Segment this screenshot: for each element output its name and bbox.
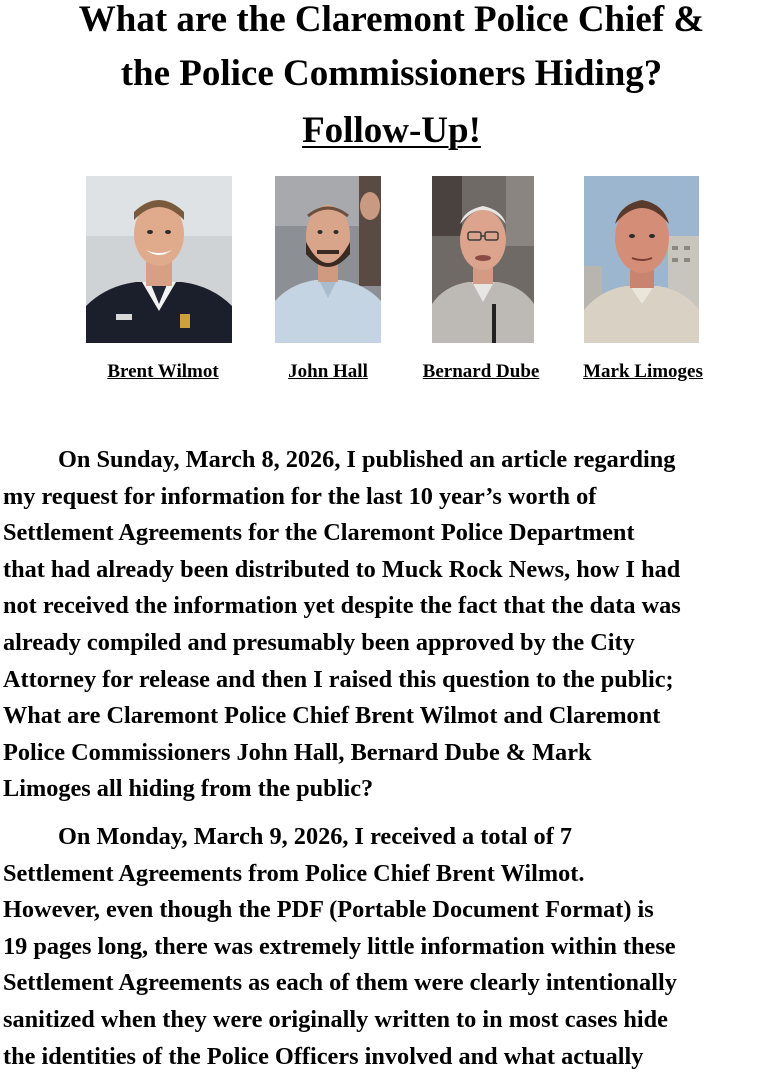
text-line: However, even though the PDF (Portable Document Format) is [3,896,654,924]
photo-bernard-dube [432,176,534,343]
text-line: Attorney for release and then I raised this question to the public; [3,665,674,693]
text-line: that had already been distributed to Muck Rock News, how I had [3,555,681,583]
text-line: my request for information for the last 10 year’s worth of [3,482,597,510]
text-line: Settlement Agreements from Police Chief Brent Wilmot. [3,859,585,887]
paragraph-1 [3,442,783,808]
caption-bernard-dube: Bernard Dube [422,361,540,382]
text-line: Settlement Agreements for the Claremont Police Department [3,519,635,547]
photo-brent-wilmot [86,176,232,343]
text-line: sanitized when they were originally written to in most cases hide [3,1005,668,1033]
text-line: the identities of the Police Officers involved and what actually [3,1042,644,1070]
photo-john-hall [275,176,381,343]
text-line: Police Commissioners John Hall, Bernard Dube & Mark [3,738,592,766]
text-line: not received the information yet despite the fact that the data was [3,592,681,620]
text-line: 19 pages long, there was extremely little information within these [3,932,676,960]
caption-brent-wilmot: Brent Wilmot [107,361,219,382]
photo-mark-limoges [584,176,699,343]
paragraph-2 [3,819,783,1075]
article-body [3,442,783,1075]
text-line: Limoges all hiding from the public? [3,775,374,803]
text-line: On Sunday, March 8, 2026, I published an article regarding [58,446,676,473]
caption-mark-limoges: Mark Limoges [583,361,703,382]
page-title [0,0,783,101]
title-line-1: What are the Claremont Police Chief & [78,0,705,40]
title-line-2: the Police Commissioners Hiding? [120,53,663,94]
text-line: Settlement Agreements as each of them were clearly intentionally [3,969,677,997]
text-line: On Monday, March 9, 2026, I received a total of 7 [58,822,573,850]
text-line: What are Claremont Police Chief Brent Wilmot and Claremont [3,702,661,730]
caption-john-hall: John Hall [288,361,368,382]
page-subtitle: Follow-Up! [302,110,481,151]
text-line: already compiled and presumably been approved by the City [3,628,635,656]
